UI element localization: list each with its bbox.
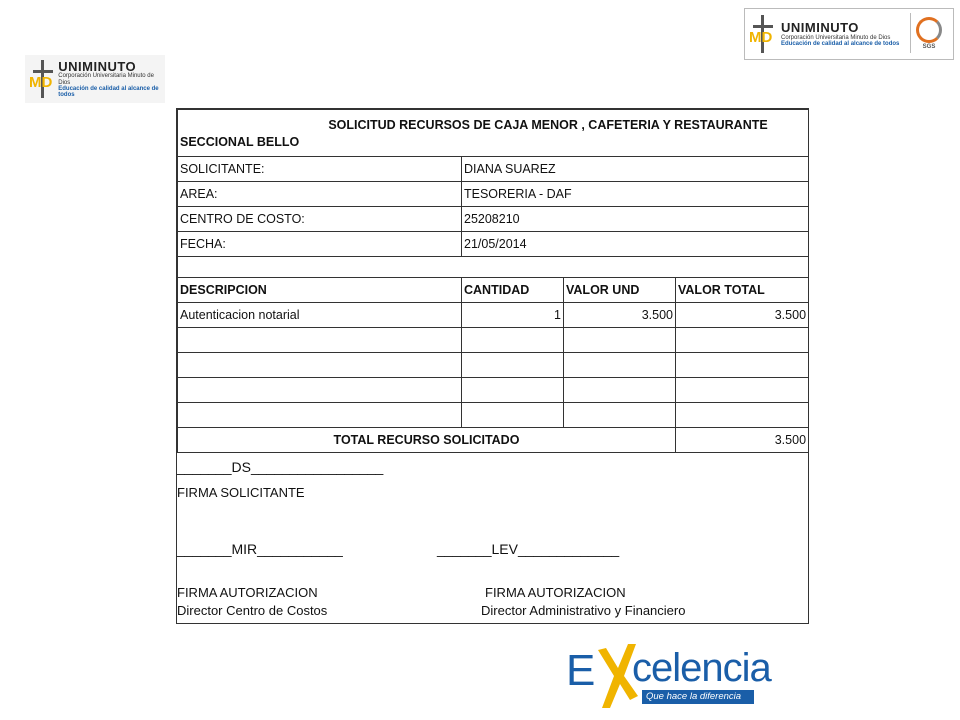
table-row-empty: [178, 353, 809, 378]
field-value: TESORERIA - DAF: [462, 182, 809, 207]
column-header-valor-total: VALOR TOTAL: [676, 278, 809, 303]
item-valor-und: 3.500: [564, 303, 676, 328]
column-header-cantidad: CANTIDAD: [462, 278, 564, 303]
spacer-row: [178, 257, 809, 278]
signature-solicitante-line: _______DS_________________: [177, 459, 384, 475]
request-table: [177, 109, 809, 453]
table-row-empty: [178, 403, 809, 428]
field-value: DIANA SUAREZ: [462, 157, 809, 182]
item-descripcion: Autenticacion notarial: [178, 303, 462, 328]
field-row-fecha: [178, 232, 809, 257]
table-row: [178, 303, 809, 328]
excelencia-logo: [562, 640, 771, 712]
signature-area: [177, 453, 808, 623]
tagline-bar: [642, 690, 754, 704]
logo-subtitle: Corporación Universitaria Minuto de Dios: [58, 73, 154, 86]
logo-subtitle: Corporación Universitaria Minuto de Dios: [781, 34, 891, 41]
field-label: CENTRO DE COSTO:: [178, 207, 462, 232]
signature-solicitante-label: FIRMA SOLICITANTE: [177, 485, 305, 500]
logo-tagline: Educación de calidad al alcance de todos: [781, 40, 900, 47]
item-cantidad: 1: [462, 303, 564, 328]
item-valor-total: 3.500: [676, 303, 809, 328]
petty-cash-request-form: [176, 108, 809, 624]
logo-word: celencia: [632, 646, 771, 690]
column-header-descripcion: DESCRIPCION: [178, 278, 462, 303]
md-cross-icon: MD: [29, 60, 54, 98]
column-header-valor-und: VALOR UND: [564, 278, 676, 303]
total-label: TOTAL RECURSO SOLICITADO: [178, 428, 676, 453]
signature-auth1-label: FIRMA AUTORIZACION: [177, 585, 318, 600]
total-row: [178, 428, 809, 453]
form-header-row: [178, 110, 809, 157]
signature-auth2-role: Director Administrativo y Financiero: [481, 603, 686, 618]
form-title: SOLICITUD RECURSOS DE CAJA MENOR , CAFETERIA Y RESTAURANTE: [328, 118, 768, 133]
field-value: 25208210: [462, 207, 809, 232]
logo-name: UNIMINUTO: [58, 58, 137, 74]
total-value: 3.500: [676, 428, 809, 453]
uniminuto-logo-left: [25, 55, 165, 103]
signature-auth1-role: Director Centro de Costos: [177, 603, 328, 618]
field-row-centro-costo: [178, 207, 809, 232]
signature-auth2-label: FIRMA AUTORIZACION: [485, 585, 626, 600]
table-row-empty: [178, 328, 809, 353]
uniminuto-logo-right: [744, 8, 954, 60]
md-cross-icon: MD: [749, 15, 777, 53]
logo-name: UNIMINUTO: [781, 19, 859, 35]
tagline-text: Que hace la diferencia: [646, 691, 742, 702]
signature-auth1-line: _______MIR___________: [177, 541, 343, 557]
field-label: AREA:: [178, 182, 462, 207]
field-value: 21/05/2014: [462, 232, 809, 257]
form-subtitle: SECCIONAL BELLO: [180, 135, 300, 149]
logo-letter-e: E: [566, 646, 596, 695]
logo-tagline: Educación de calidad al alcance de todos: [58, 85, 159, 99]
sgs-certification-icon: SGS: [910, 13, 947, 53]
table-row-empty: [178, 378, 809, 403]
signature-auth2-line: _______LEV_____________: [437, 541, 620, 557]
field-label: FECHA:: [178, 232, 462, 257]
field-row-solicitante: [178, 157, 809, 182]
field-row-area: [178, 182, 809, 207]
column-header-row: [178, 278, 809, 303]
field-label: SOLICITANTE:: [178, 157, 462, 182]
